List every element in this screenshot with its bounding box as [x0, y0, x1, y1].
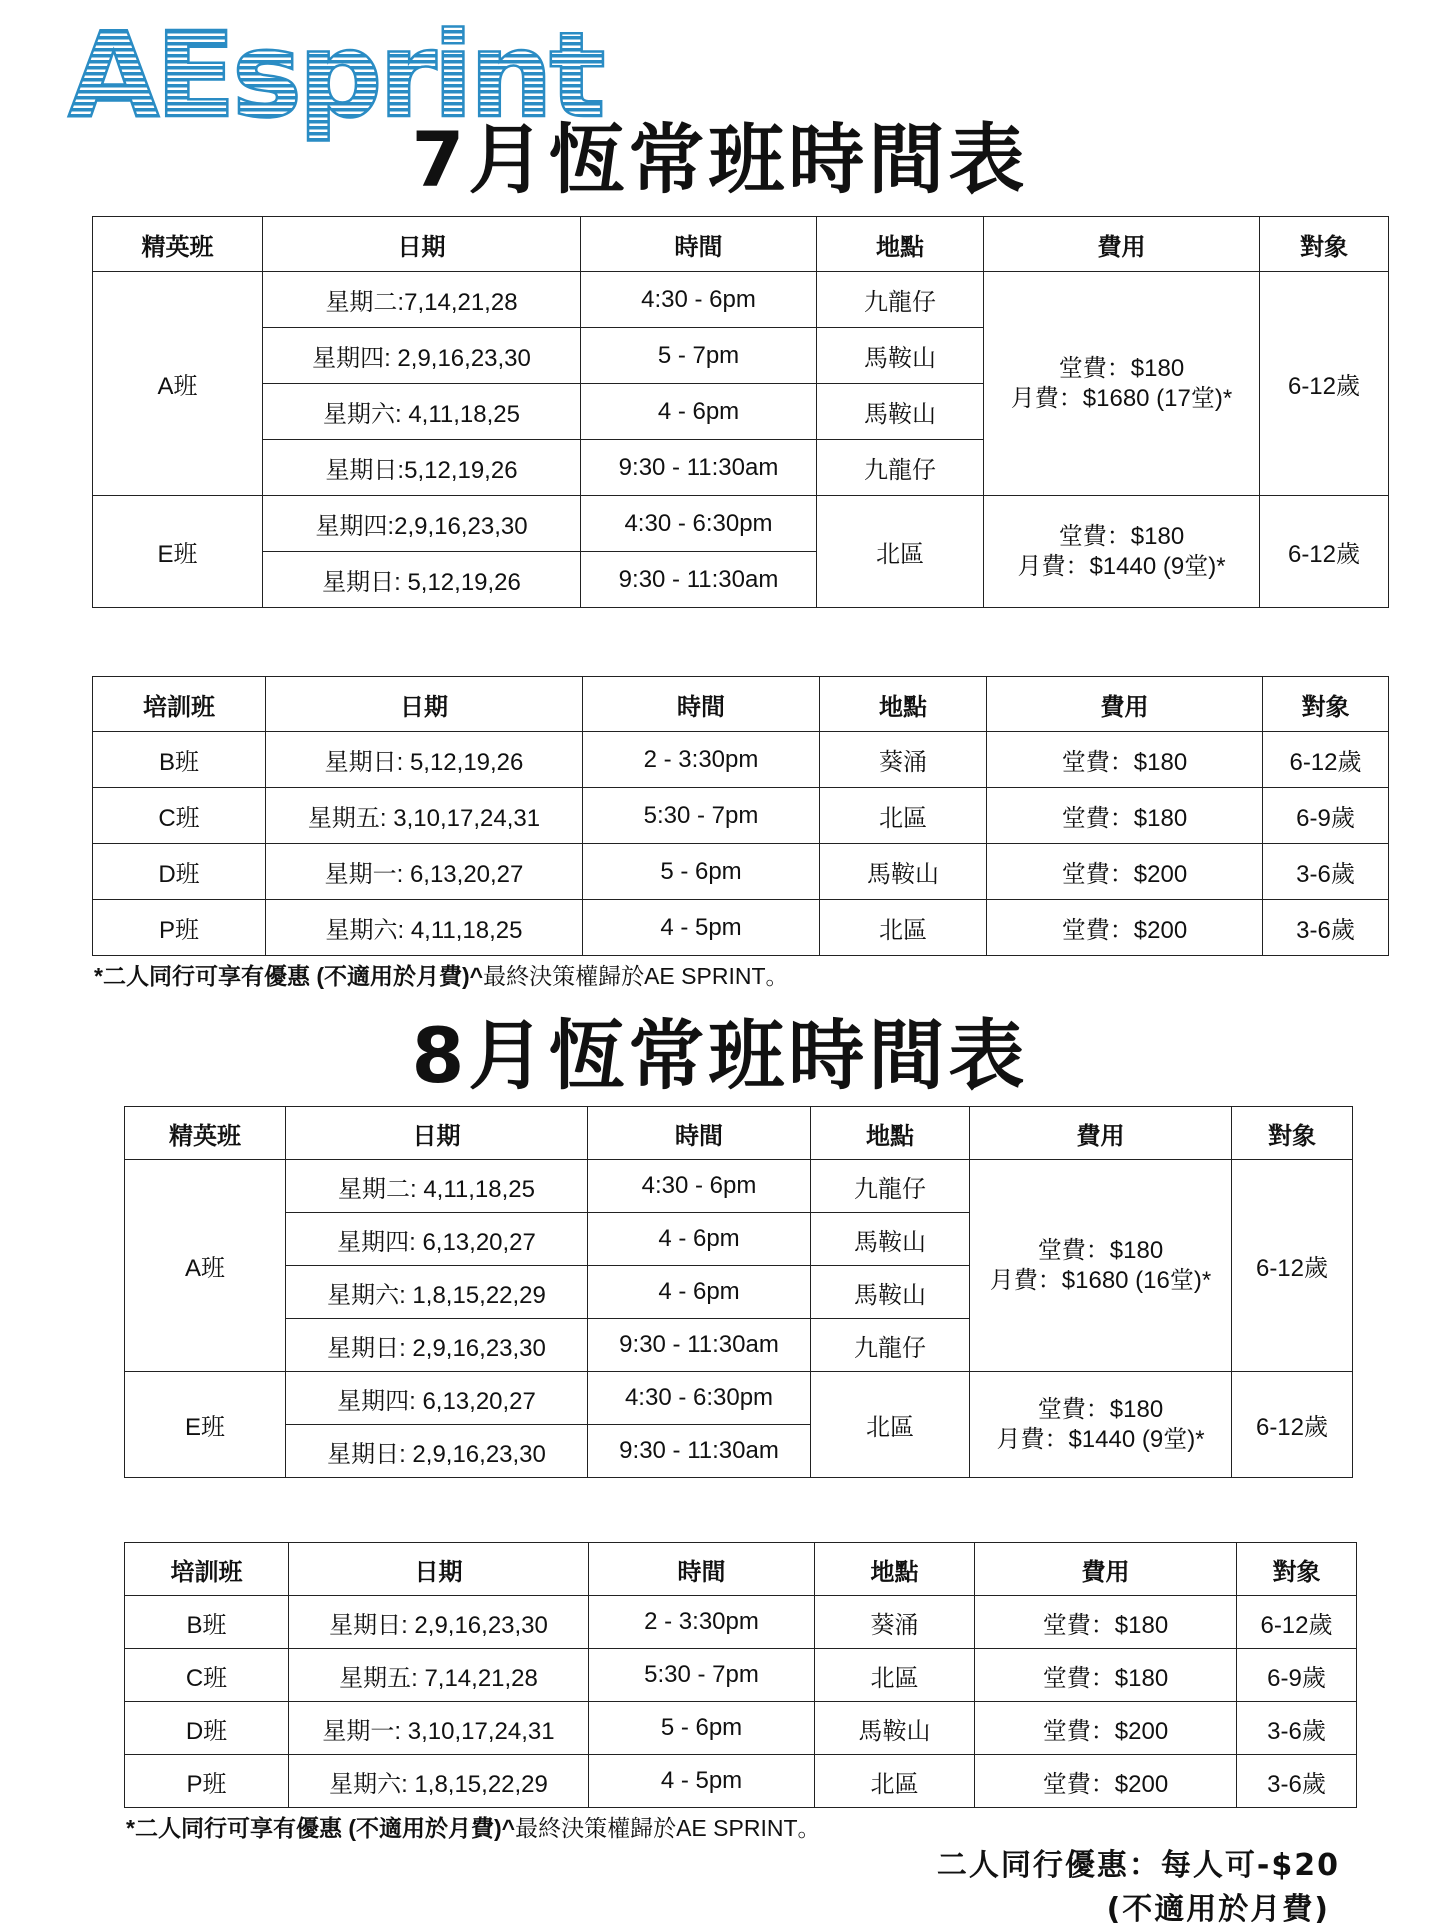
header-date: 日期	[266, 677, 583, 732]
header-target: 對象	[1232, 1107, 1353, 1160]
date-cell: 星期五: 3,10,17,24,31	[266, 788, 583, 844]
date-cell: 星期一: 6,13,20,27	[266, 844, 583, 900]
fee-cell: 堂費：$180	[975, 1649, 1237, 1702]
date-cell: 星期日: 5,12,19,26	[263, 552, 581, 608]
time-cell: 9:30 - 11:30am	[581, 552, 817, 608]
age-cell: 6-12歲	[1260, 272, 1389, 496]
footnote-bold: *二人同行可享有優惠 (不適用於月費)^	[94, 963, 484, 989]
time-cell: 4 - 6pm	[588, 1266, 811, 1319]
monthly-fee: 月費：$1440 (9堂)*	[1017, 552, 1226, 580]
class-name: B班	[93, 732, 266, 788]
table-row	[125, 1649, 1357, 1702]
age-cell: 6-12歲	[1260, 496, 1389, 608]
date-cell: 星期四: 2,9,16,23,30	[263, 328, 581, 384]
date-cell: 星期二: 4,11,18,25	[286, 1160, 588, 1213]
time-cell: 5 - 7pm	[581, 328, 817, 384]
august-footnote	[126, 1810, 821, 1843]
time-cell: 9:30 - 11:30am	[581, 440, 817, 496]
class-name: E班	[93, 496, 263, 608]
table-row	[93, 900, 1389, 956]
monthly-fee: 月費：$1680 (16堂)*	[989, 1266, 1212, 1294]
class-name: P班	[125, 1755, 289, 1808]
lesson-fee: 堂費：$180	[1058, 354, 1185, 382]
date-cell: 星期四: 6,13,20,27	[286, 1372, 588, 1425]
age-cell: 6-12歲	[1237, 1596, 1357, 1649]
july-footnote	[94, 958, 789, 991]
header-fee: 費用	[987, 677, 1263, 732]
place-cell: 九龍仔	[817, 272, 984, 328]
place-cell: 北區	[817, 496, 984, 608]
date-cell: 星期五: 7,14,21,28	[289, 1649, 589, 1702]
time-cell: 9:30 - 11:30am	[588, 1425, 811, 1478]
age-cell: 3-6歲	[1263, 844, 1389, 900]
age-cell: 6-9歲	[1237, 1649, 1357, 1702]
header-target: 對象	[1237, 1543, 1357, 1596]
class-name: P班	[93, 900, 266, 956]
table-row	[93, 732, 1389, 788]
header-place: 地點	[820, 677, 987, 732]
header-time: 時間	[583, 677, 820, 732]
header-time: 時間	[581, 217, 817, 272]
fee-cell: 堂費：$200	[975, 1702, 1237, 1755]
table-row	[125, 1160, 1353, 1213]
table-row	[93, 788, 1389, 844]
lesson-fee: 堂費：$180	[1037, 1236, 1164, 1264]
age-cell: 3-6歲	[1237, 1702, 1357, 1755]
header-class: 培訓班	[93, 677, 266, 732]
place-cell: 北區	[820, 900, 987, 956]
july-training-table	[92, 676, 1389, 956]
time-cell: 4 - 5pm	[583, 900, 820, 956]
header-place: 地點	[815, 1543, 975, 1596]
place-cell: 馬鞍山	[811, 1213, 970, 1266]
class-name: E班	[125, 1372, 286, 1478]
time-cell: 5 - 6pm	[583, 844, 820, 900]
age-cell: 6-12歲	[1232, 1372, 1353, 1478]
fee-cell	[984, 496, 1260, 608]
place-cell: 九龍仔	[811, 1160, 970, 1213]
place-cell: 葵涌	[815, 1596, 975, 1649]
august-title: 8月恆常班時間表	[411, 1011, 1029, 1100]
date-cell: 星期日: 5,12,19,26	[266, 732, 583, 788]
header-date: 日期	[286, 1107, 588, 1160]
lesson-fee: 堂費：$180	[1058, 522, 1185, 550]
lesson-fee: 堂費：$180	[1037, 1395, 1164, 1423]
promo-note: (不適用於月費)	[1106, 1892, 1330, 1927]
time-cell: 2 - 3:30pm	[583, 732, 820, 788]
class-name: D班	[93, 844, 266, 900]
table-row	[93, 272, 1389, 328]
class-name: D班	[125, 1702, 289, 1755]
time-cell: 5:30 - 7pm	[589, 1649, 815, 1702]
fee-cell: 堂費：$180	[975, 1596, 1237, 1649]
date-cell: 星期日:5,12,19,26	[263, 440, 581, 496]
time-cell: 4:30 - 6:30pm	[588, 1372, 811, 1425]
header-class: 精英班	[125, 1107, 286, 1160]
place-cell: 北區	[815, 1755, 975, 1808]
fee-cell: 堂費：$200	[987, 844, 1263, 900]
august-elite-table	[124, 1106, 1353, 1478]
table-row	[93, 496, 1389, 552]
class-name: C班	[93, 788, 266, 844]
time-cell: 4 - 6pm	[581, 384, 817, 440]
date-cell: 星期六: 1,8,15,22,29	[286, 1266, 588, 1319]
place-cell: 九龍仔	[811, 1319, 970, 1372]
class-name: A班	[93, 272, 263, 496]
class-name: C班	[125, 1649, 289, 1702]
fee-cell: 堂費：$200	[987, 900, 1263, 956]
fee-cell	[984, 272, 1260, 496]
fee-cell: 堂費：$180	[987, 788, 1263, 844]
table-row	[125, 1596, 1357, 1649]
date-cell: 星期六: 1,8,15,22,29	[289, 1755, 589, 1808]
date-cell: 星期四:2,9,16,23,30	[263, 496, 581, 552]
header-fee: 費用	[984, 217, 1260, 272]
age-cell: 6-12歲	[1263, 732, 1389, 788]
time-cell: 5 - 6pm	[589, 1702, 815, 1755]
header-class: 精英班	[93, 217, 263, 272]
header-time: 時間	[588, 1107, 811, 1160]
header-time: 時間	[589, 1543, 815, 1596]
place-cell: 馬鞍山	[820, 844, 987, 900]
fee-cell	[970, 1372, 1232, 1478]
time-cell: 4:30 - 6:30pm	[581, 496, 817, 552]
place-cell: 馬鞍山	[817, 328, 984, 384]
date-cell: 星期六: 4,11,18,25	[263, 384, 581, 440]
place-cell: 馬鞍山	[815, 1702, 975, 1755]
age-cell: 6-12歲	[1232, 1160, 1353, 1372]
place-cell: 馬鞍山	[811, 1266, 970, 1319]
class-name: B班	[125, 1596, 289, 1649]
header-date: 日期	[289, 1543, 589, 1596]
table-row	[93, 844, 1389, 900]
date-cell: 星期日: 2,9,16,23,30	[286, 1425, 588, 1478]
august-training-table	[124, 1542, 1357, 1808]
time-cell: 9:30 - 11:30am	[588, 1319, 811, 1372]
place-cell: 北區	[815, 1649, 975, 1702]
time-cell: 4:30 - 6pm	[581, 272, 817, 328]
class-name: A班	[125, 1160, 286, 1372]
time-cell: 5:30 - 7pm	[583, 788, 820, 844]
place-cell: 北區	[811, 1372, 970, 1478]
july-elite-table	[92, 216, 1389, 608]
table-row	[125, 1372, 1353, 1425]
time-cell: 2 - 3:30pm	[589, 1596, 815, 1649]
time-cell: 4 - 6pm	[588, 1213, 811, 1266]
date-cell: 星期日: 2,9,16,23,30	[286, 1319, 588, 1372]
date-cell: 星期四: 6,13,20,27	[286, 1213, 588, 1266]
header-class: 培訓班	[125, 1543, 289, 1596]
fee-cell: 堂費：$200	[975, 1755, 1237, 1808]
place-cell: 葵涌	[820, 732, 987, 788]
logo-text: AEsprint	[68, 6, 602, 144]
date-cell: 星期日: 2,9,16,23,30	[289, 1596, 589, 1649]
place-cell: 馬鞍山	[817, 384, 984, 440]
place-cell: 九龍仔	[817, 440, 984, 496]
header-date: 日期	[263, 217, 581, 272]
promo-line: 二人同行優惠：每人可-$20	[936, 1848, 1340, 1883]
footnote-bold: *二人同行可享有優惠 (不適用於月費)^	[126, 1815, 516, 1841]
date-cell: 星期六: 4,11,18,25	[266, 900, 583, 956]
age-cell: 3-6歲	[1237, 1755, 1357, 1808]
time-cell: 4 - 5pm	[589, 1755, 815, 1808]
time-cell: 4:30 - 6pm	[588, 1160, 811, 1213]
table-row	[125, 1702, 1357, 1755]
monthly-fee: 月費：$1440 (9堂)*	[996, 1425, 1205, 1453]
header-fee: 費用	[975, 1543, 1237, 1596]
header-fee: 費用	[970, 1107, 1232, 1160]
header-target: 對象	[1260, 217, 1389, 272]
table-row	[125, 1755, 1357, 1808]
date-cell: 星期一: 3,10,17,24,31	[289, 1702, 589, 1755]
age-cell: 3-6歲	[1263, 900, 1389, 956]
place-cell: 北區	[820, 788, 987, 844]
monthly-fee: 月費：$1680 (17堂)*	[1010, 384, 1233, 412]
footnote-rest: 最終決策權歸於AE SPRINT。	[515, 1815, 821, 1841]
footnote-rest: 最終決策權歸於AE SPRINT。	[483, 963, 789, 989]
fee-cell: 堂費：$180	[987, 732, 1263, 788]
header-place: 地點	[817, 217, 984, 272]
header-place: 地點	[811, 1107, 970, 1160]
fee-cell	[970, 1160, 1232, 1372]
date-cell: 星期二:7,14,21,28	[263, 272, 581, 328]
age-cell: 6-9歲	[1263, 788, 1389, 844]
header-target: 對象	[1263, 677, 1389, 732]
july-title: 7月恆常班時間表	[411, 115, 1029, 204]
